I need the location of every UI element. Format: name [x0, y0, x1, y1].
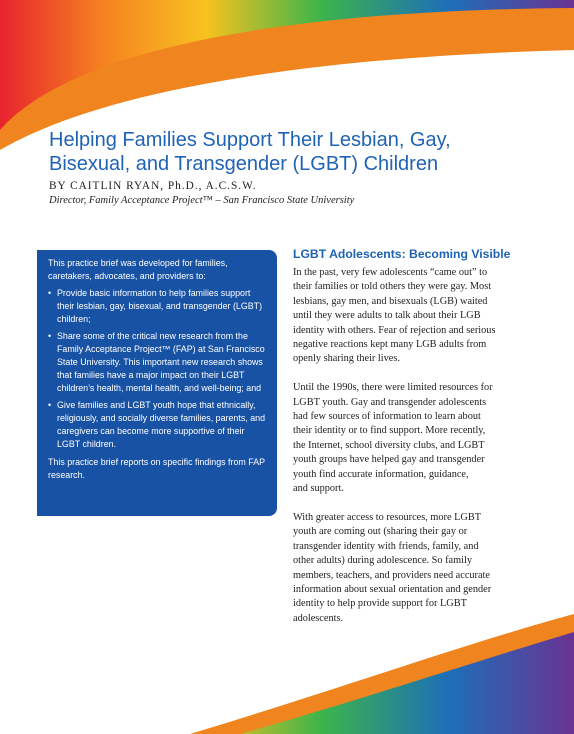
text-line: In the past, very few adolescents “came out” to: [293, 267, 488, 278]
text-line: other adults) during adolescence. So family: [293, 555, 472, 567]
list-item: [48, 399, 269, 451]
text-line: Until the 1990s, there were limited resources for: [293, 382, 493, 394]
text-line: members, teachers, and providers need accurate: [293, 569, 490, 581]
bullet-icon: •: [48, 331, 52, 341]
author-affiliation: Director, Family Acceptance Project™ – San Francisco State University: [49, 195, 355, 206]
practice-brief-sidebar: [37, 250, 277, 516]
list-item-text: Give families and LGBT youth hope that ethnically, religiously, and socially diverse families, parents, and caregivers can become more supportive of their LGBT children.: [57, 400, 266, 449]
text-line: negative reactions kept many LGB adults from: [293, 339, 487, 351]
text-line: youth are coming out (sharing their gay or: [293, 526, 468, 538]
sidebar-bullet-list: [48, 287, 269, 451]
text-line: their identity or to find support. More recently,: [293, 425, 486, 437]
text-line: LGBT youth. Gay and transgender adolescents: [293, 396, 487, 408]
author-byline: BY CAITLIN RYAN, Ph.D., A.C.S.W.: [49, 180, 257, 192]
text-line: their families or told others they were gay. Most: [293, 281, 492, 293]
article-body: [293, 266, 525, 641]
article-paragraph: [293, 511, 525, 626]
text-line: identity to help provide support for LGBT: [293, 598, 467, 610]
list-item: [48, 330, 269, 395]
title-line: Helping Families Support Their Lesbian, Gay,: [49, 129, 451, 151]
text-line: had few sources of information to learn about: [293, 411, 481, 423]
article-paragraph: [293, 381, 525, 496]
text-line: lesbians, gay men, and bisexuals (LGB) waited: [293, 295, 488, 307]
title-line: Bisexual, and Transgender (LGBT) Children: [49, 153, 439, 175]
text-line: openly sharing their lives.: [293, 353, 400, 365]
list-item-text: Share some of the critical new research from the Family Acceptance Project™ (FAP) at San Francisco State University. This important new research shows that families have a major impact on their LGBT children’s health, mental health, and well-being; and: [57, 331, 265, 393]
list-item-text: Provide basic information to help families support their lesbian, gay, bisexual, and transgender (LGBT) children;: [57, 288, 263, 324]
document-title: [49, 128, 489, 176]
text-line: until they were adults to talk about their LGB: [293, 310, 481, 322]
text-line: transgender identity with friends, family, and: [293, 540, 479, 552]
text-line: identity with others. Fear of rejection and serious: [293, 324, 496, 336]
sidebar-closing: This practice brief reports on specific findings from FAP research.: [48, 457, 265, 480]
text-line: youth groups have helped gay and transgender: [293, 454, 485, 466]
article-paragraph: [293, 266, 525, 367]
article-heading: LGBT Adolescents: Becoming Visible: [293, 247, 511, 261]
text-line: the Internet, school diversity clubs, and LGBT: [293, 439, 485, 451]
text-line: youth find accurate information, guidance,: [293, 468, 469, 480]
text-line: information about sexual orientation and gender: [293, 583, 492, 595]
list-item: [48, 287, 269, 326]
text-line: adolescents.: [293, 612, 344, 624]
bullet-icon: •: [48, 400, 52, 410]
text-line: With greater access to resources, more LGBT: [293, 511, 481, 523]
sidebar-intro: This practice brief was developed for families, caretakers, advocates, and providers to:: [48, 258, 228, 281]
text-line: and support.: [293, 483, 344, 495]
bullet-icon: •: [48, 288, 52, 298]
